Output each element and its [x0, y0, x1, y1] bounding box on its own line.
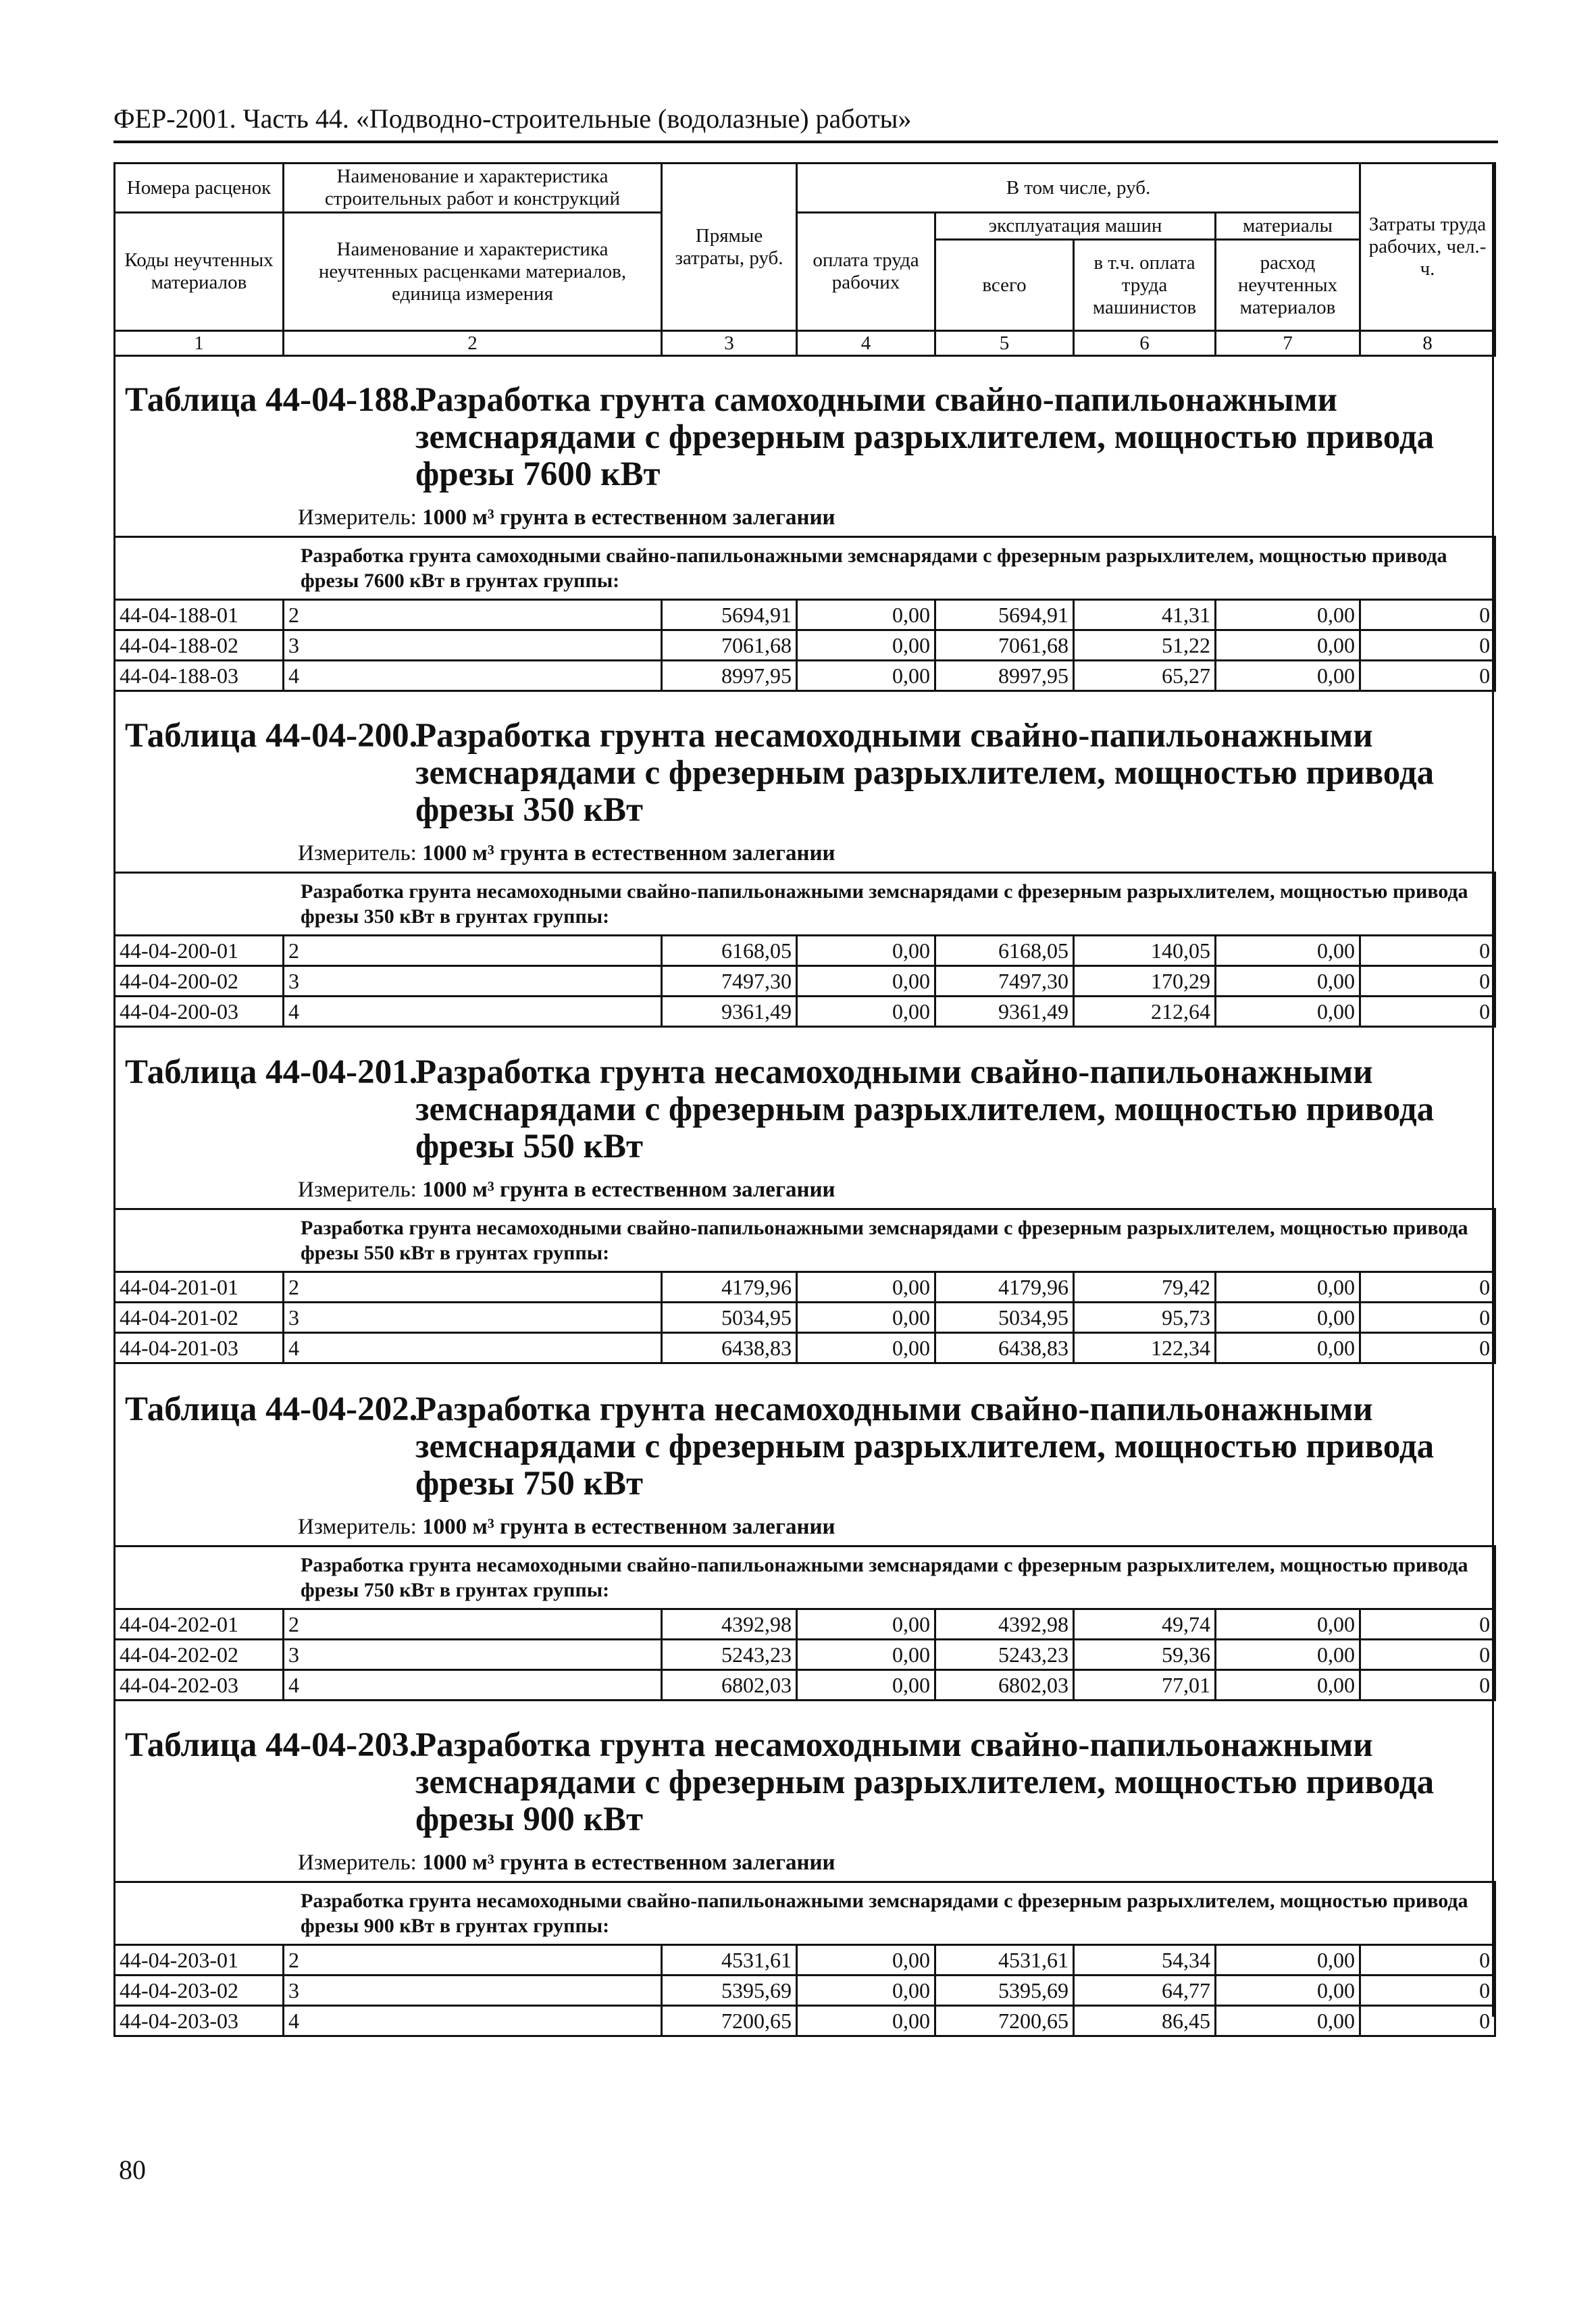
rate-code: 44-04-200-01 [115, 936, 284, 966]
rate-code: 44-04-201-02 [115, 1303, 284, 1333]
measure-line [298, 1848, 1494, 1881]
measure-label: Измеритель: [298, 505, 417, 530]
soil-group: 2 [284, 600, 662, 630]
rate-code: 44-04-202-02 [115, 1640, 284, 1670]
direct-cost: 4392,98 [662, 1609, 797, 1640]
rate-table-section [113, 1727, 1494, 2037]
rates-table [113, 1545, 1496, 1701]
table-row [115, 1609, 1495, 1640]
rates-table [113, 1208, 1496, 1364]
table-row [115, 1272, 1495, 1303]
table-row [115, 661, 1495, 691]
table-title-number: Таблица 44-04-203. [125, 1726, 418, 1764]
rate-code: 44-04-203-03 [115, 2006, 284, 2036]
machinists-pay: 79,42 [1074, 1272, 1216, 1303]
col-number: 8 [1360, 331, 1495, 356]
machinists-pay: 212,64 [1074, 997, 1216, 1027]
machines-total: 4179,96 [935, 1272, 1074, 1303]
table-row [115, 966, 1495, 997]
rate-table-section [113, 718, 1494, 1028]
table-title-number: Таблица 44-04-202. [125, 1390, 418, 1428]
soil-group: 4 [284, 2006, 662, 2036]
materials-cost: 0,00 [1216, 1640, 1360, 1670]
soil-group: 2 [284, 1945, 662, 1976]
labor-pay: 0,00 [797, 600, 935, 630]
rate-table-section [113, 1391, 1494, 1701]
labor-pay: 0,00 [797, 2006, 935, 2036]
col-machines: эксплуатация машин [935, 213, 1216, 240]
labor-pay: 0,00 [797, 966, 935, 997]
measure-value: 1000 м³ грунта в естественном залегании [422, 1851, 835, 1875]
soil-group: 3 [284, 1640, 662, 1670]
machines-total: 5243,23 [935, 1640, 1074, 1670]
machinists-pay: 170,29 [1074, 966, 1216, 997]
rates-table [113, 872, 1496, 1028]
table-title [113, 718, 1494, 839]
soil-group: 3 [284, 966, 662, 997]
table-title-text: Разработка грунта несамоходными свайно-папильонажными земснарядами с фрезерным разрыхлителем, мощностью привода фрезы 750 кВт [415, 1390, 1435, 1503]
table-row [115, 600, 1495, 630]
table-title-text: Разработка грунта несамоходными свайно-папильонажными земснарядами с фрезерным разрыхлителем, мощностью привода фрезы 900 кВт [415, 1726, 1435, 1838]
labor-hours: 0 [1360, 1609, 1495, 1640]
machines-total: 5034,95 [935, 1303, 1074, 1333]
machinists-pay: 41,31 [1074, 600, 1216, 630]
measure-value: 1000 м³ грунта в естественном залегании [422, 505, 835, 530]
table-row [115, 1640, 1495, 1670]
measure-label: Измеритель: [298, 1851, 417, 1875]
materials-cost: 0,00 [1216, 1609, 1360, 1640]
column-header-table [113, 162, 1496, 357]
col-material-names: Наименование и характеристика неучтенных расценками материалов, единица измерения [284, 213, 662, 331]
table-row [115, 997, 1495, 1027]
soil-group-caption: Разработка грунта несамоходными свайно-папильонажными земснарядами с фрезерным разрыхлителем, мощностью привода фрезы 900 кВт в грунтах группы: [115, 1882, 1495, 1945]
labor-pay: 0,00 [797, 1945, 935, 1976]
machines-total: 6168,05 [935, 936, 1074, 966]
materials-cost: 0,00 [1216, 1670, 1360, 1701]
machines-total: 7061,68 [935, 630, 1074, 661]
labor-pay: 0,00 [797, 1976, 935, 2006]
rate-code: 44-04-202-01 [115, 1609, 284, 1640]
labor-hours: 0 [1360, 1945, 1495, 1976]
soil-group: 3 [284, 630, 662, 661]
materials-cost: 0,00 [1216, 936, 1360, 966]
rates-table [113, 1881, 1496, 2037]
table-title-number: Таблица 44-04-201. [125, 1053, 418, 1091]
machinists-pay: 140,05 [1074, 936, 1216, 966]
labor-pay: 0,00 [797, 1333, 935, 1363]
rate-code: 44-04-188-03 [115, 661, 284, 691]
machines-total: 4392,98 [935, 1609, 1074, 1640]
labor-hours: 0 [1360, 600, 1495, 630]
table-title-number: Таблица 44-04-200. [125, 717, 418, 755]
rate-code: 44-04-201-01 [115, 1272, 284, 1303]
measure-label: Измеритель: [298, 1178, 417, 1202]
rate-code: 44-04-203-02 [115, 1976, 284, 2006]
soil-group: 2 [284, 936, 662, 966]
materials-cost: 0,00 [1216, 1945, 1360, 1976]
materials-cost: 0,00 [1216, 997, 1360, 1027]
soil-group: 4 [284, 997, 662, 1027]
rate-code: 44-04-200-02 [115, 966, 284, 997]
rate-code: 44-04-201-03 [115, 1333, 284, 1363]
running-title: ФЕР-2001. Часть 44. «Подводно-строительные (водолазные) работы» [113, 101, 1498, 143]
machinists-pay: 86,45 [1074, 2006, 1216, 2036]
direct-cost: 4179,96 [662, 1272, 797, 1303]
soil-group: 2 [284, 1272, 662, 1303]
machinists-pay: 65,27 [1074, 661, 1216, 691]
soil-group: 3 [284, 1976, 662, 2006]
direct-cost: 8997,95 [662, 661, 797, 691]
col-number: 4 [797, 331, 935, 356]
direct-cost: 9361,49 [662, 997, 797, 1027]
labor-pay: 0,00 [797, 1640, 935, 1670]
direct-cost: 5694,91 [662, 600, 797, 630]
labor-pay: 0,00 [797, 1272, 935, 1303]
table-title-number: Таблица 44-04-188. [125, 381, 418, 419]
table-title [113, 382, 1494, 503]
table-title-text: Разработка грунта несамоходными свайно-папильонажными земснарядами с фрезерным разрыхлителем, мощностью привода фрезы 350 кВт [415, 717, 1435, 829]
rate-code: 44-04-200-03 [115, 997, 284, 1027]
soil-group: 4 [284, 661, 662, 691]
machines-total: 9361,49 [935, 997, 1074, 1027]
measure-value: 1000 м³ грунта в естественном залегании [422, 1178, 835, 1202]
direct-cost: 4531,61 [662, 1945, 797, 1976]
machinists-pay: 51,22 [1074, 630, 1216, 661]
machinists-pay: 77,01 [1074, 1670, 1216, 1701]
rate-table-section [113, 1054, 1494, 1364]
machines-total: 5694,91 [935, 600, 1074, 630]
soil-group-caption: Разработка грунта несамоходными свайно-папильонажными земснарядами с фрезерным разрыхлителем, мощностью привода фрезы 550 кВт в грунтах группы: [115, 1209, 1495, 1272]
machinists-pay: 95,73 [1074, 1303, 1216, 1333]
labor-hours: 0 [1360, 936, 1495, 966]
materials-cost: 0,00 [1216, 1976, 1360, 2006]
labor-hours: 0 [1360, 1670, 1495, 1701]
machinists-pay: 54,34 [1074, 1945, 1216, 1976]
col-number: 2 [284, 331, 662, 356]
labor-hours: 0 [1360, 1303, 1495, 1333]
col-rate-numbers: Номера расценок [115, 164, 284, 213]
labor-hours: 0 [1360, 1640, 1495, 1670]
direct-cost: 6438,83 [662, 1333, 797, 1363]
table-title-text: Разработка грунта несамоходными свайно-папильонажными земснарядами с фрезерным разрыхлителем, мощностью привода фрезы 550 кВт [415, 1053, 1435, 1165]
measure-line [298, 839, 1494, 872]
soil-group-caption: Разработка грунта самоходными свайно-папильонажными земснарядами с фрезерным разрыхлителем, мощностью привода фрезы 7600 кВт в грунтах группы: [115, 537, 1495, 600]
direct-cost: 5034,95 [662, 1303, 797, 1333]
rate-code: 44-04-202-03 [115, 1670, 284, 1701]
materials-cost: 0,00 [1216, 1333, 1360, 1363]
labor-pay: 0,00 [797, 997, 935, 1027]
col-including: В том числе, руб. [797, 164, 1360, 213]
table-row [115, 2006, 1495, 2036]
materials-cost: 0,00 [1216, 966, 1360, 997]
measure-line [298, 503, 1494, 536]
direct-cost: 5243,23 [662, 1640, 797, 1670]
machines-total: 6802,03 [935, 1670, 1074, 1701]
machinists-pay: 59,36 [1074, 1640, 1216, 1670]
col-number: 3 [662, 331, 797, 356]
machines-total: 6438,83 [935, 1333, 1074, 1363]
machines-total: 5395,69 [935, 1976, 1074, 2006]
table-row [115, 630, 1495, 661]
table-row [115, 1976, 1495, 2006]
col-labor-costs: Затраты труда рабочих, чел.-ч. [1360, 164, 1495, 331]
col-machinists-pay: в т.ч. оплата труда машинистов [1074, 240, 1216, 331]
table-title [113, 1054, 1494, 1176]
col-number: 6 [1074, 331, 1216, 356]
materials-cost: 0,00 [1216, 2006, 1360, 2036]
labor-hours: 0 [1360, 1272, 1495, 1303]
col-materials: материалы [1216, 213, 1360, 240]
col-labor-pay: оплата труда рабочих [797, 213, 935, 331]
col-number: 1 [115, 331, 284, 356]
machinists-pay: 122,34 [1074, 1333, 1216, 1363]
table-row [115, 1303, 1495, 1333]
measure-line [298, 1513, 1494, 1545]
direct-cost: 6802,03 [662, 1670, 797, 1701]
materials-cost: 0,00 [1216, 630, 1360, 661]
measure-value: 1000 м³ грунта в естественном залегании [422, 1515, 835, 1539]
col-work-name: Наименование и характеристика строительных работ и конструкций [284, 164, 662, 213]
col-material-codes: Коды неучтенных материалов [115, 213, 284, 331]
measure-line [298, 1176, 1494, 1208]
labor-hours: 0 [1360, 1333, 1495, 1363]
labor-hours: 0 [1360, 2006, 1495, 2036]
soil-group: 3 [284, 1303, 662, 1333]
soil-group-caption: Разработка грунта несамоходными свайно-папильонажными земснарядами с фрезерным разрыхлителем, мощностью привода фрезы 750 кВт в грунтах группы: [115, 1546, 1495, 1609]
col-number: 5 [935, 331, 1074, 356]
table-row [115, 1670, 1495, 1701]
machinists-pay: 64,77 [1074, 1976, 1216, 2006]
col-machines-total: всего [935, 240, 1074, 331]
rate-table-section [113, 382, 1494, 692]
rate-code: 44-04-188-01 [115, 600, 284, 630]
labor-hours: 0 [1360, 997, 1495, 1027]
table-title [113, 1391, 1494, 1513]
page-number: 80 [119, 2155, 146, 2185]
soil-group-caption: Разработка грунта несамоходными свайно-папильонажными земснарядами с фрезерным разрыхлителем, мощностью привода фрезы 350 кВт в грунтах группы: [115, 873, 1495, 936]
labor-hours: 0 [1360, 966, 1495, 997]
table-row [115, 1945, 1495, 1976]
labor-hours: 0 [1360, 1976, 1495, 2006]
direct-cost: 7200,65 [662, 2006, 797, 2036]
labor-pay: 0,00 [797, 1303, 935, 1333]
machines-total: 8997,95 [935, 661, 1074, 691]
direct-cost: 7061,68 [662, 630, 797, 661]
labor-pay: 0,00 [797, 936, 935, 966]
col-material-use: расход неучтенных материалов [1216, 240, 1360, 331]
labor-pay: 0,00 [797, 1609, 935, 1640]
machinists-pay: 49,74 [1074, 1609, 1216, 1640]
labor-pay: 0,00 [797, 630, 935, 661]
measure-label: Измеритель: [298, 1515, 417, 1539]
labor-hours: 0 [1360, 661, 1495, 691]
soil-group: 2 [284, 1609, 662, 1640]
materials-cost: 0,00 [1216, 1272, 1360, 1303]
table-title [113, 1727, 1494, 1848]
soil-group: 4 [284, 1333, 662, 1363]
materials-cost: 0,00 [1216, 1303, 1360, 1333]
rates-table [113, 536, 1496, 692]
materials-cost: 0,00 [1216, 661, 1360, 691]
col-direct-costs: Прямые затраты, руб. [662, 164, 797, 331]
col-number: 7 [1216, 331, 1360, 356]
rate-code: 44-04-203-01 [115, 1945, 284, 1976]
materials-cost: 0,00 [1216, 600, 1360, 630]
soil-group: 4 [284, 1670, 662, 1701]
table-row [115, 936, 1495, 966]
measure-value: 1000 м³ грунта в естественном залегании [422, 841, 835, 865]
labor-pay: 0,00 [797, 661, 935, 691]
machines-total: 4531,61 [935, 1945, 1074, 1976]
table-title-text: Разработка грунта самоходными свайно-папильонажными земснарядами с фрезерным разрыхлителем, мощностью привода фрезы 7600 кВт [415, 381, 1435, 493]
labor-hours: 0 [1360, 630, 1495, 661]
labor-pay: 0,00 [797, 1670, 935, 1701]
machines-total: 7200,65 [935, 2006, 1074, 2036]
direct-cost: 5395,69 [662, 1976, 797, 2006]
direct-cost: 6168,05 [662, 936, 797, 966]
measure-label: Измеритель: [298, 841, 417, 865]
rate-code: 44-04-188-02 [115, 630, 284, 661]
direct-cost: 7497,30 [662, 966, 797, 997]
table-row [115, 1333, 1495, 1363]
machines-total: 7497,30 [935, 966, 1074, 997]
